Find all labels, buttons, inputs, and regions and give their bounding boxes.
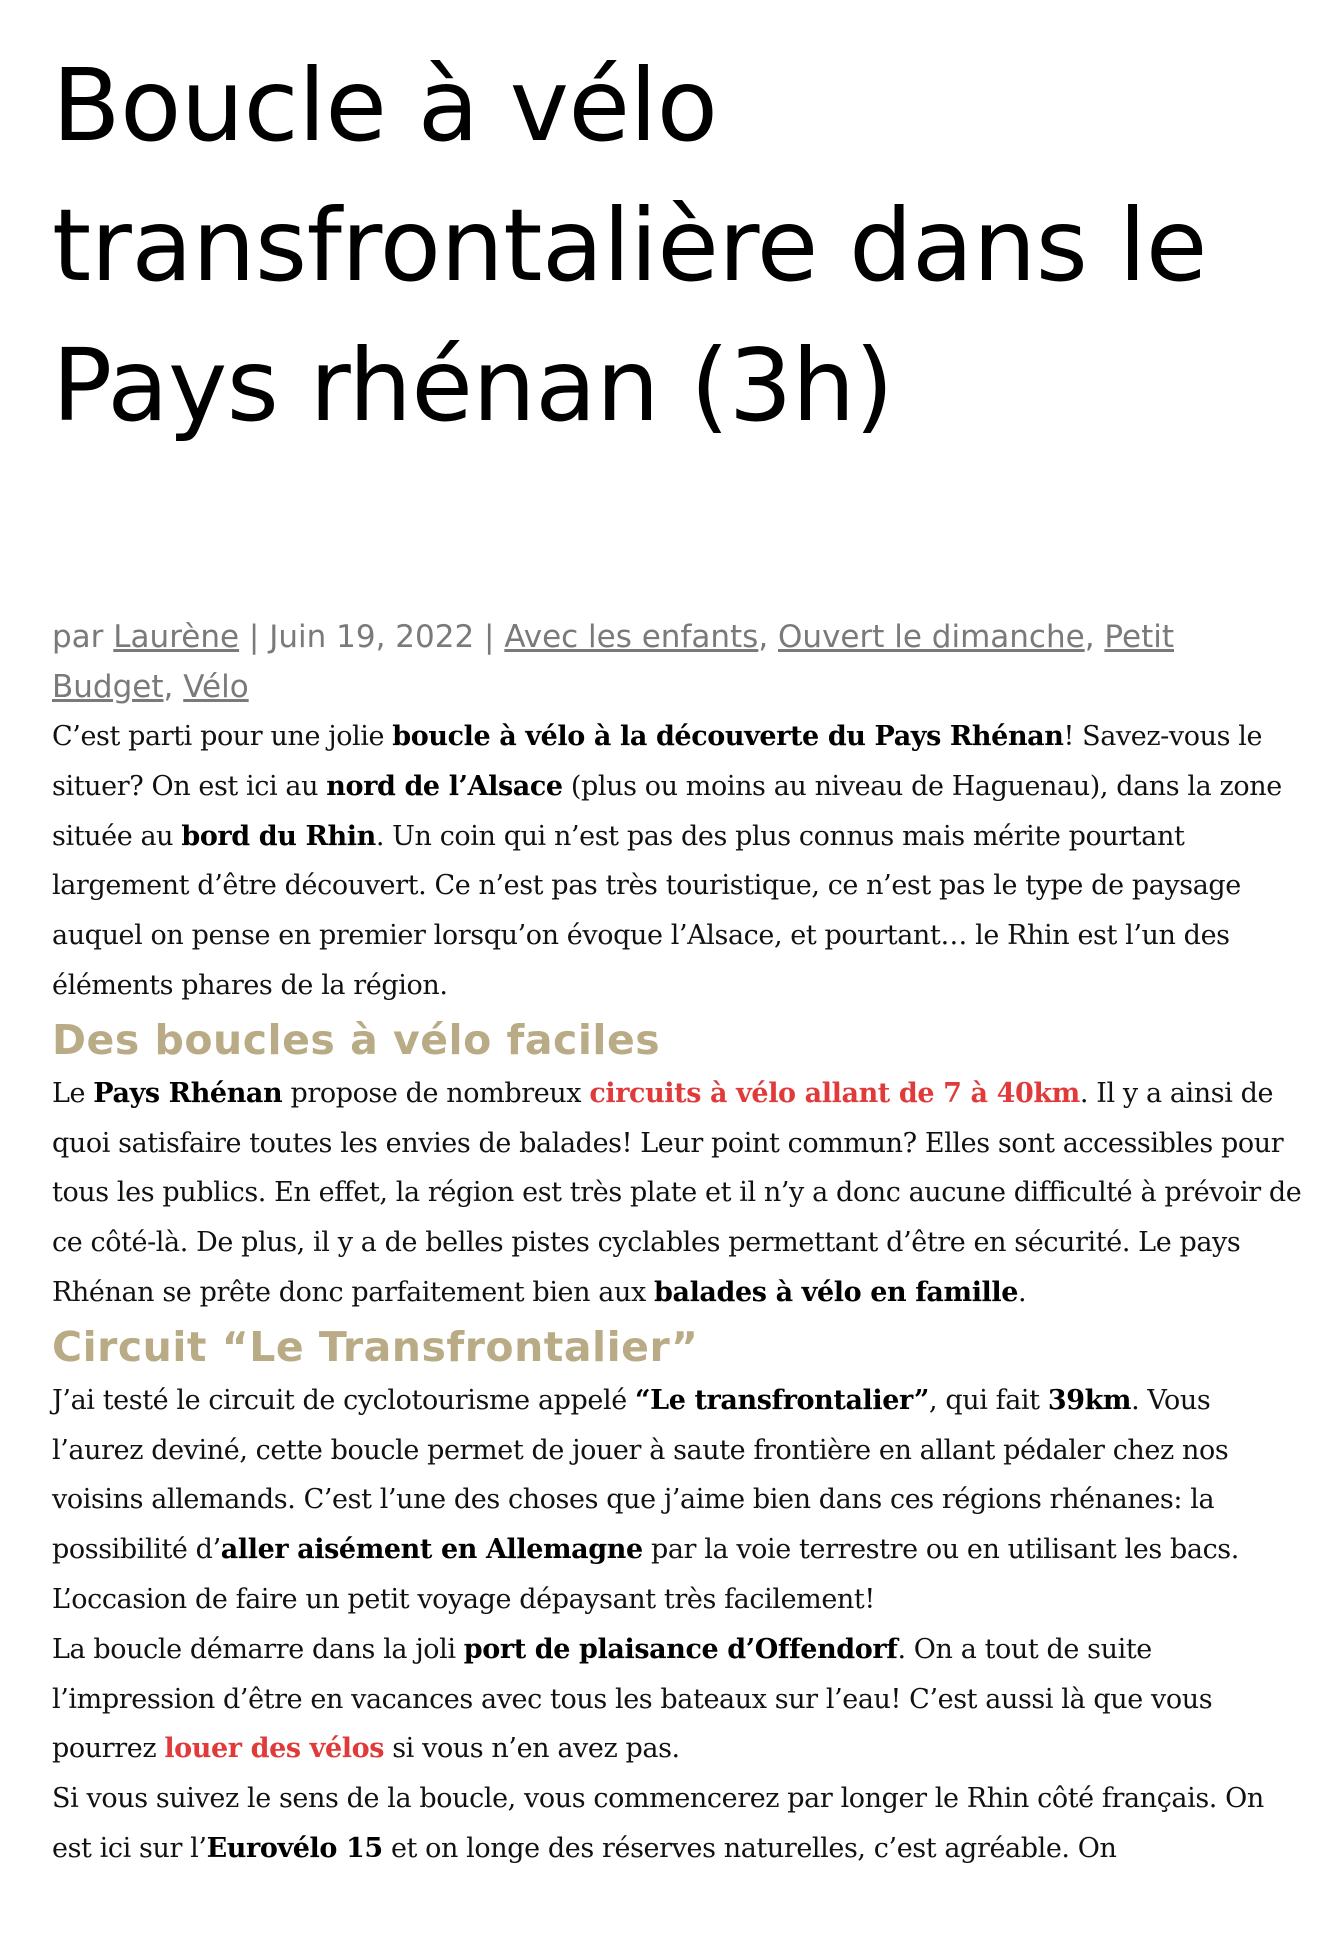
text-run: J’ai testé le circuit de cyclotourisme appelé xyxy=(52,1384,635,1416)
bold-run: “Le transfrontalier” xyxy=(634,1384,929,1416)
bold-run: aller aisément en Allemagne xyxy=(220,1534,643,1566)
bold-run: bord du Rhin xyxy=(181,820,376,852)
category-separator: , xyxy=(758,619,779,655)
text-run: propose de nombreux xyxy=(282,1077,590,1109)
text-run: et on longe des réserves naturelles, c’est agréable. On xyxy=(382,1832,1117,1864)
bold-run: Pays Rhénan xyxy=(93,1077,283,1109)
text-run: Le xyxy=(52,1077,94,1109)
text-run: . xyxy=(1018,1276,1027,1308)
text-run: par la voie terrestre ou en utilisant les bacs. L’occasion de faire un petit voyage dépaysant très facilement! xyxy=(52,1534,1239,1615)
meta-separator: | xyxy=(474,619,505,655)
meta-prefix: par xyxy=(52,619,114,655)
post-meta xyxy=(52,612,1202,712)
text-run: . Il y a ainsi de quoi satisfaire toutes les envies de balades! Leur point commun? Elles sont accessibles pour tous les publics. En effet, la région est très plate et il n’y a donc aucune difficulté à prévoir de ce côté-là. De plus, il y a de belles pistes cyclables permettant d’être en sécurité. Le pays Rhénan se prête donc parfaitement bien aux xyxy=(52,1077,1302,1308)
section1-paragraph xyxy=(52,1069,1302,1318)
bold-run: 39km xyxy=(1047,1384,1132,1416)
text-run: Si vous suivez le sens de la boucle, vous commencerez par longer le Rhin côté français. On est ici sur l’ xyxy=(52,1783,1264,1864)
section-heading-boucles: Des boucles à vélo faciles xyxy=(52,1015,661,1064)
text-run: . On a tout de suite l’impression d’être en vacances avec tous les bateaux sur l’eau! C’est aussi là que vous pourrez xyxy=(52,1633,1213,1765)
category-link-avec-les-enfants[interactable]: Avec les enfants xyxy=(504,619,759,655)
circuits-link[interactable]: circuits à vélo allant de 7 à 40km xyxy=(589,1077,1080,1109)
category-link-petit-budget[interactable]: Petit Budget xyxy=(52,619,1174,705)
text-run: La boucle démarre dans la joli xyxy=(52,1633,464,1665)
section2-paragraph-1 xyxy=(52,1376,1302,1625)
text-run: . Vous l’aurez deviné, cette boucle permet de jouer à saute frontière en allant pédaler chez nos voisins allemands. C’est l’une des choses que j’aime bien dans ces régions rhénanes: la possibilité d’ xyxy=(52,1384,1229,1566)
louer-velos-link[interactable]: louer des vélos xyxy=(164,1733,385,1765)
page-title: Boucle à vélo transfrontalière dans le Pays rhénan (3h) xyxy=(52,47,1207,444)
text-run: ! Savez-vous le situer? On est ici au xyxy=(52,721,1263,802)
text-run: si vous n’en avez pas. xyxy=(384,1733,680,1765)
post-date: Juin 19, 2022 xyxy=(269,619,475,655)
author-link[interactable]: Laurène xyxy=(113,619,240,655)
bold-run: nord de l’Alsace xyxy=(326,770,563,802)
category-link-velo[interactable]: Vélo xyxy=(183,669,249,705)
bold-run: balades à vélo en famille xyxy=(654,1276,1019,1308)
intro-paragraph xyxy=(52,712,1302,1011)
section2-paragraph-3 xyxy=(52,1774,1302,1874)
section2-paragraph-2 xyxy=(52,1625,1302,1774)
article xyxy=(52,0,1302,1874)
text-run: , qui fait xyxy=(928,1384,1048,1416)
category-separator: , xyxy=(163,669,184,705)
category-separator: , xyxy=(1084,619,1105,655)
bold-run: Eurovélo 15 xyxy=(206,1832,383,1864)
bold-run: boucle à vélo à la découverte du Pays Rhénan xyxy=(392,721,1064,752)
text-run: (plus ou moins au niveau de Haguenau), dans la zone située au xyxy=(52,770,1282,852)
section-heading-transfrontalier: Circuit “Le Transfrontalier” xyxy=(52,1322,699,1371)
meta-separator: | xyxy=(239,619,270,655)
category-link-ouvert-le-dimanche[interactable]: Ouvert le dimanche xyxy=(778,619,1085,655)
text-run: . Un coin qui n’est pas des plus connus mais mérite pourtant largement d’être découvert. Ce n’est pas très touristique, ce n’est pas le type de paysage auquel on pense en premier lorsqu’on évoque l’Alsace, et pourtant… le Rhin est l’un des éléments phares de la région. xyxy=(52,820,1241,1001)
bold-run: port de plaisance d’Offendorf xyxy=(463,1633,898,1665)
text-run: C’est parti pour une jolie xyxy=(52,721,393,752)
